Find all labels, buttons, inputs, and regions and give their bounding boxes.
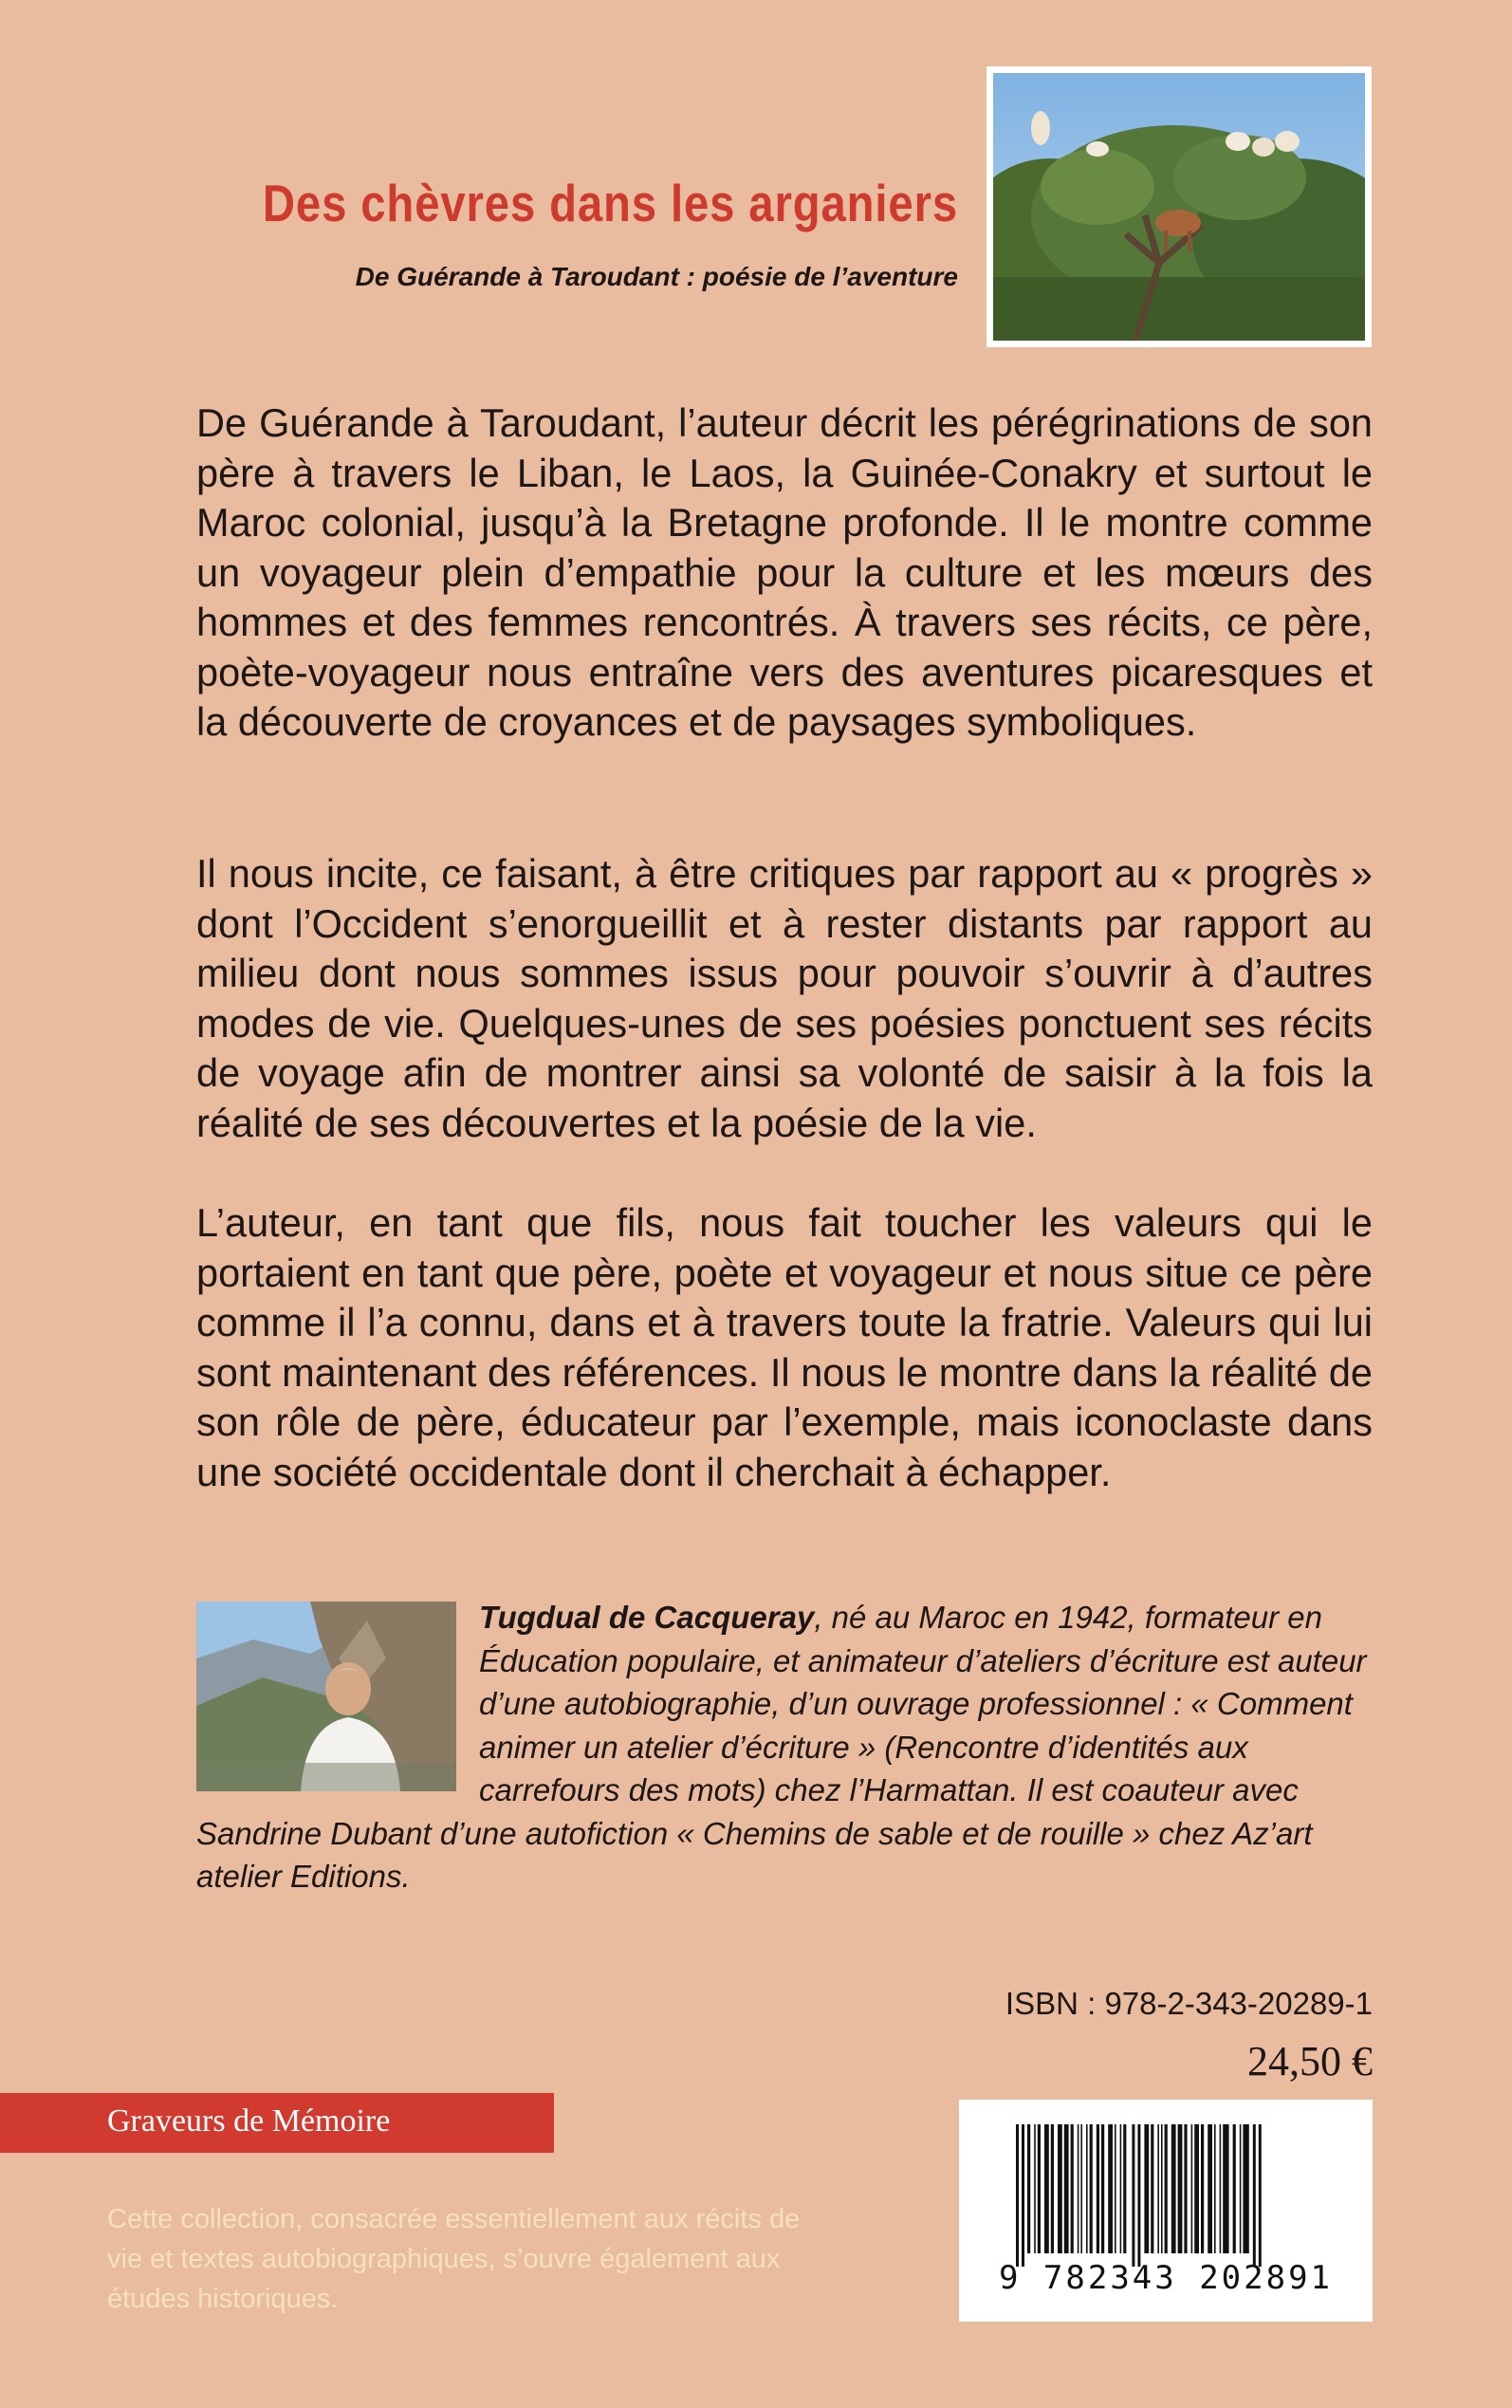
barcode-bar [1071,2124,1074,2253]
barcode-bar [1243,2124,1248,2253]
barcode-bar [1151,2124,1153,2253]
collection-description: Cette collection, consacrée essentiellement aux récits de vie et textes autobiographiques, s’ouvre également aux études historiques. [107,2204,801,2314]
barcode-bar [1223,2124,1228,2253]
barcode-bar [1115,2124,1116,2253]
barcode-bar [1161,2124,1163,2253]
barcode-bar [1259,2124,1262,2267]
price: 24,50 € [1247,2038,1373,2084]
barcode-bar [1101,2124,1104,2253]
barcode-bar [1184,2124,1187,2253]
barcode-bar [1214,2124,1216,2253]
barcode-bar [1220,2124,1222,2253]
barcode-bar [1132,2124,1134,2267]
barcode [959,2100,1373,2322]
barcode-bar [1108,2124,1113,2253]
barcode-bar [1038,2124,1041,2253]
barcode-bar [1090,2124,1093,2253]
description-paragraph-3: L’auteur, en tant que fils, nous fait toucher les valeurs qui le portaient en tant que père, poète et voyageur et nous situe ce père comme il l’a connu, dans et à travers toute la fratrie. Valeurs qui lui sont maintenant des références. Il nous le montre dans la réalité de son rôle de père, éducateur par l’exemple, mais iconoclaste dans une société occidentale dont il cherchait à échapper. [196,1200,1373,1494]
barcode-bar [1233,2124,1236,2253]
barcode-bar [1027,2124,1030,2253]
barcode-bar [1078,2124,1079,2253]
barcode-bar [1194,2124,1199,2253]
barcode-bar [1123,2124,1126,2253]
barcode-bar [1086,2124,1088,2253]
barcode-bar [1137,2124,1140,2267]
author-name: Tugdual de Cacqueray [479,1600,815,1635]
barcode-bar [1120,2124,1122,2253]
book-subtitle: De Guérande à Taroudant : poésie de l’aventure [355,262,958,291]
barcode-bar [1044,2124,1049,2253]
barcode-bar [1201,2124,1204,2253]
barcode-bar [1034,2124,1036,2253]
barcode-bar [1171,2124,1176,2253]
barcode-bar [1253,2124,1256,2267]
author-bio [196,1596,1373,1899]
barcode-bar [1165,2124,1168,2253]
barcode-number: 9 782343 202891 [998,2259,1334,2297]
barcode-bar [1240,2124,1242,2253]
barcode-bar [1144,2124,1149,2253]
barcode-bar [1208,2124,1212,2253]
barcode-bar [1022,2124,1024,2267]
barcode-bar [1080,2124,1082,2253]
barcode-bar [1178,2124,1183,2253]
barcode-bar [1097,2124,1099,2253]
book-title: Des chèvres dans les arganiers [262,174,959,232]
isbn: ISBN : 978-2-343-20289-1 [1005,1986,1373,2021]
barcode-bar [1058,2124,1062,2253]
description-paragraph-2: Il nous incite, ce faisant, à être critiques par rapport au « progrès » dont l’Occident s’enorgueillit et à rester distants par rapport au milieu dont nous sommes issus pour pouvoir s’ouvrir à d’autres modes de vie. Quelques-unes de ses poésies ponctuent ses récits de voyage afin de montrer ainsi sa volonté de saisir à la fois la réalité de ses découvertes et la poésie de la vie. [196,851,1373,1145]
collection-name: Graveurs de Mémoire [107,2103,391,2139]
description-paragraph-1: De Guérande à Taroudant, l’auteur décrit les pérégrinations de son père à travers le Liban, le Laos, la Guinée-Conakry et surtout le Maroc colonial, jusqu’à la Bretagne profonde. Il le montre comme un voyageur plein d’empathie pour la culture et les mœurs des hommes et des femmes rencontrés. À travers ses récits, ce père, poète-voyageur nous entraîne vers des aventures picaresques et la découverte de croyances et de paysages symboliques. [196,400,1373,744]
barcode-bar [1064,2124,1069,2253]
author-bio-text: , né au Maroc en 1942, formateur en Éducation populaire, et animateur d’ateliers d’écriture est auteur d’une autobiographie, d’un ouvrage professionnel : « Comment animer un atelier d’écriture » (Rencontre d’identités aux carrefours des mots) chez l’Harmattan. Il est coauteur avec Sandrine Dubant d’une autofiction « Chemins de sable et de rouille » chez Az’art atelier Editions. [196,1600,1367,1894]
goats-in-argan-tree-photo [986,66,1372,347]
barcode-bar [1051,2124,1054,2253]
barcode-bar [1157,2124,1159,2253]
collection-banner [0,2093,554,2153]
barcode-bar [1191,2124,1193,2253]
barcode-bar [1016,2124,1019,2267]
